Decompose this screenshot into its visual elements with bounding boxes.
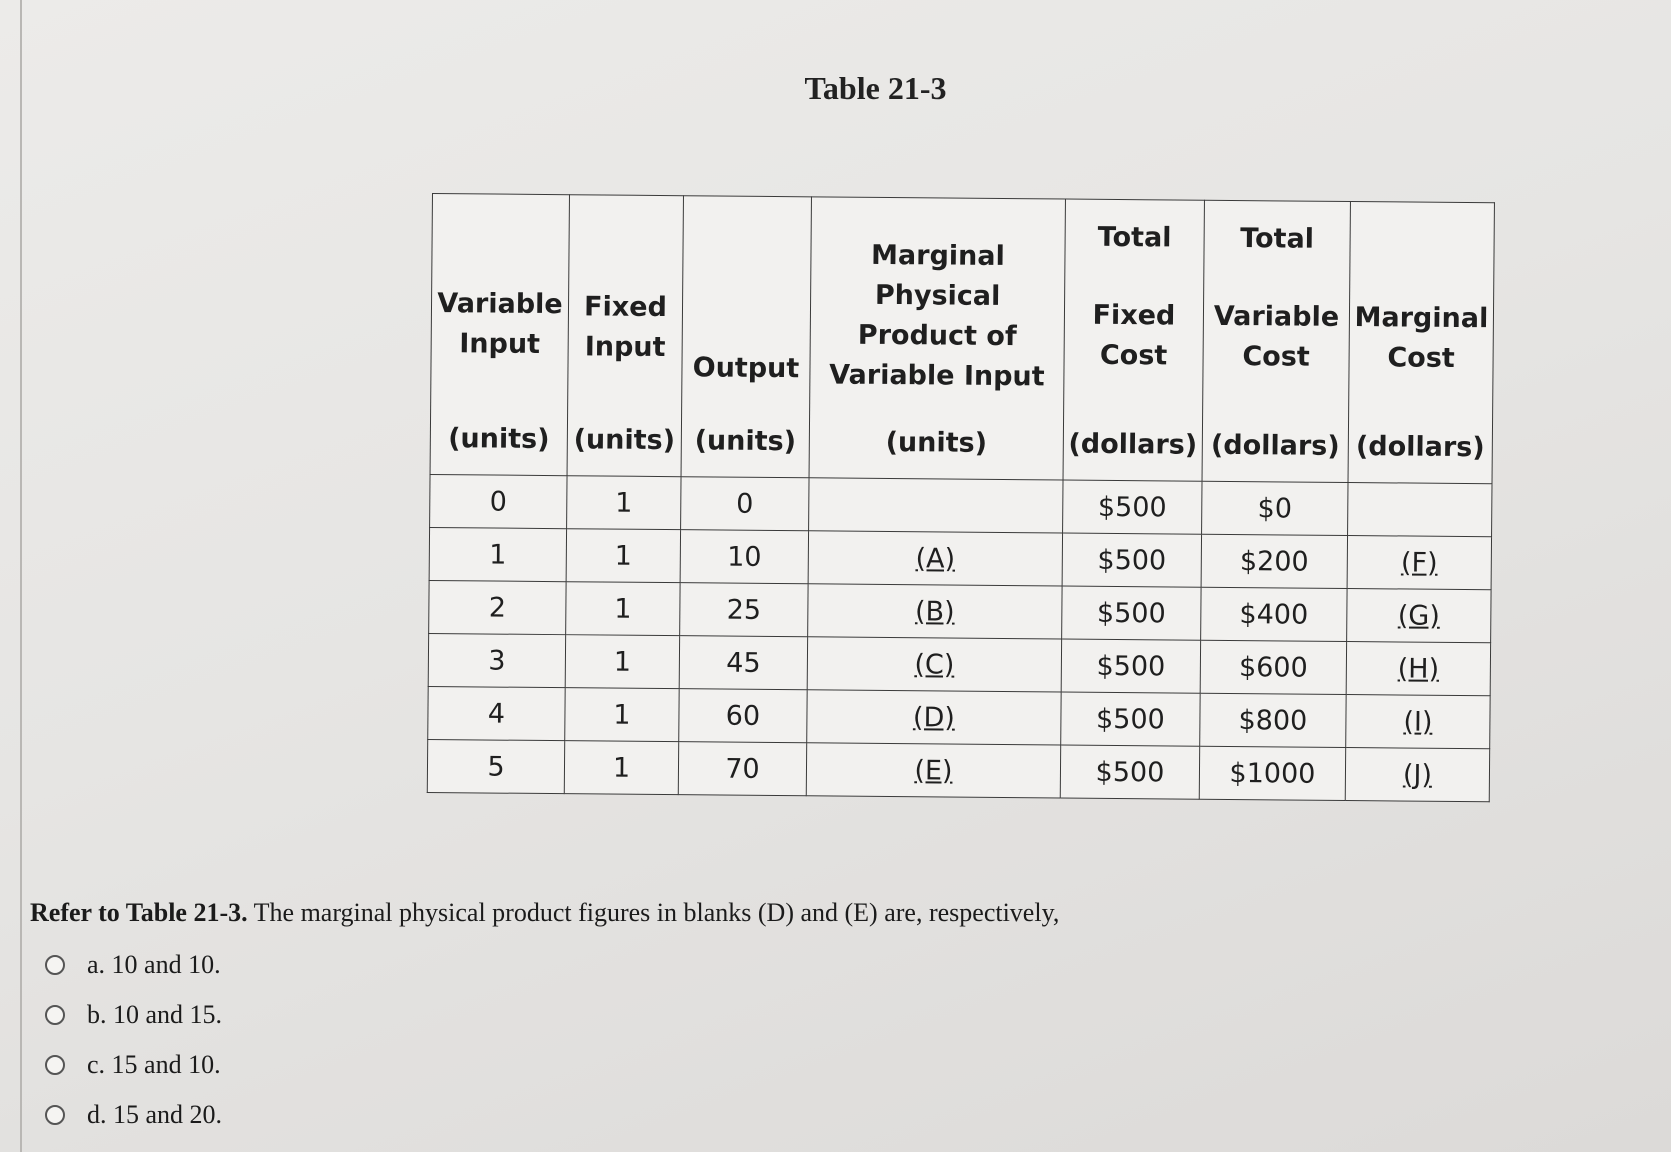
cell-marginal-cost: (F) [1347, 536, 1491, 590]
header-total-variable-cost: Total Variable Cost (dollars) [1202, 200, 1350, 482]
cell-total-variable-cost: $400 [1201, 587, 1347, 641]
table-row [429, 527, 1491, 589]
cell-marginal-physical-product: (B) [808, 584, 1062, 639]
option-c[interactable] [45, 1040, 222, 1090]
cell-fixed-input: 1 [566, 529, 680, 583]
cell-variable-input: 3 [428, 633, 565, 687]
cell-marginal-physical-product: (C) [807, 637, 1061, 692]
radio-icon[interactable] [45, 955, 65, 975]
option-label: b. 10 and 15. [87, 1000, 223, 1029]
header-row [430, 194, 1494, 484]
cell-total-fixed-cost: $500 [1063, 480, 1202, 534]
cell-marginal-cost: (H) [1346, 641, 1490, 695]
answer-options [45, 940, 222, 1140]
cell-total-fixed-cost: $500 [1062, 586, 1201, 640]
cell-fixed-input: 1 [565, 635, 679, 689]
table-row [430, 474, 1492, 536]
cell-variable-input: 2 [429, 580, 566, 634]
cell-output: 60 [679, 689, 807, 743]
cell-total-variable-cost: $200 [1201, 534, 1347, 588]
cell-total-fixed-cost: $500 [1060, 745, 1199, 799]
cell-output: 25 [680, 583, 808, 637]
cell-total-variable-cost: $1000 [1199, 746, 1345, 800]
cost-table [427, 193, 1495, 802]
question-lead: Refer to Table 21-3. [30, 898, 248, 927]
question-text [30, 898, 1059, 928]
table-row [428, 633, 1490, 695]
header-marginal-physical-product: Marginal Physical Product of Variable Input (units) [809, 197, 1065, 480]
table-container [427, 193, 1495, 802]
cell-fixed-input: 1 [567, 476, 681, 530]
cell-variable-input: 5 [427, 739, 564, 793]
cell-variable-input: 4 [428, 686, 565, 740]
option-label: a. 10 and 10. [87, 950, 221, 979]
header-fixed-input: Fixed Input (units) [567, 195, 683, 477]
cell-marginal-physical-product [809, 478, 1063, 533]
header-variable-input: Variable Input (units) [430, 194, 569, 476]
option-b[interactable] [45, 990, 222, 1040]
screen-edge [20, 0, 22, 1152]
table-row [428, 686, 1490, 748]
cell-variable-input: 0 [430, 474, 567, 528]
radio-icon[interactable] [45, 1105, 65, 1125]
table-row [427, 739, 1489, 801]
cell-total-fixed-cost: $500 [1062, 533, 1201, 587]
cell-output: 10 [680, 530, 808, 584]
cell-total-fixed-cost: $500 [1061, 692, 1200, 746]
cell-marginal-cost: (I) [1346, 694, 1490, 748]
option-d[interactable] [45, 1090, 222, 1140]
option-a[interactable] [45, 940, 222, 990]
cell-fixed-input: 1 [566, 582, 680, 636]
cell-marginal-physical-product: (E) [806, 743, 1060, 798]
cell-marginal-cost: (J) [1345, 747, 1489, 801]
cell-fixed-input: 1 [564, 741, 678, 795]
table-title: Table 21-3 [804, 70, 947, 106]
cell-variable-input: 1 [429, 527, 566, 581]
cell-total-variable-cost: $800 [1200, 693, 1346, 747]
cell-output: 70 [678, 742, 806, 796]
question-body: The marginal physical product figures in blanks (D) and (E) are, respectively, [247, 898, 1060, 927]
cell-output: 0 [681, 477, 809, 531]
option-label: d. 15 and 20. [87, 1100, 223, 1129]
cell-marginal-physical-product: (A) [808, 531, 1062, 586]
cell-fixed-input: 1 [565, 688, 679, 742]
cell-output: 45 [679, 636, 807, 690]
header-total-fixed-cost: Total Fixed Cost (dollars) [1063, 199, 1204, 481]
table-row [429, 580, 1491, 642]
cell-marginal-physical-product: (D) [807, 690, 1061, 745]
header-output: Output (units) [681, 196, 811, 478]
radio-icon[interactable] [45, 1055, 65, 1075]
option-label: c. 15 and 10. [87, 1050, 221, 1079]
radio-icon[interactable] [45, 1005, 65, 1025]
cell-total-variable-cost: $600 [1200, 640, 1346, 694]
cell-total-fixed-cost: $500 [1061, 639, 1200, 693]
cell-marginal-cost [1348, 483, 1492, 537]
header-marginal-cost: Marginal Cost (dollars) [1348, 202, 1494, 484]
cell-total-variable-cost: $0 [1202, 481, 1348, 535]
cell-marginal-cost: (G) [1347, 589, 1491, 643]
